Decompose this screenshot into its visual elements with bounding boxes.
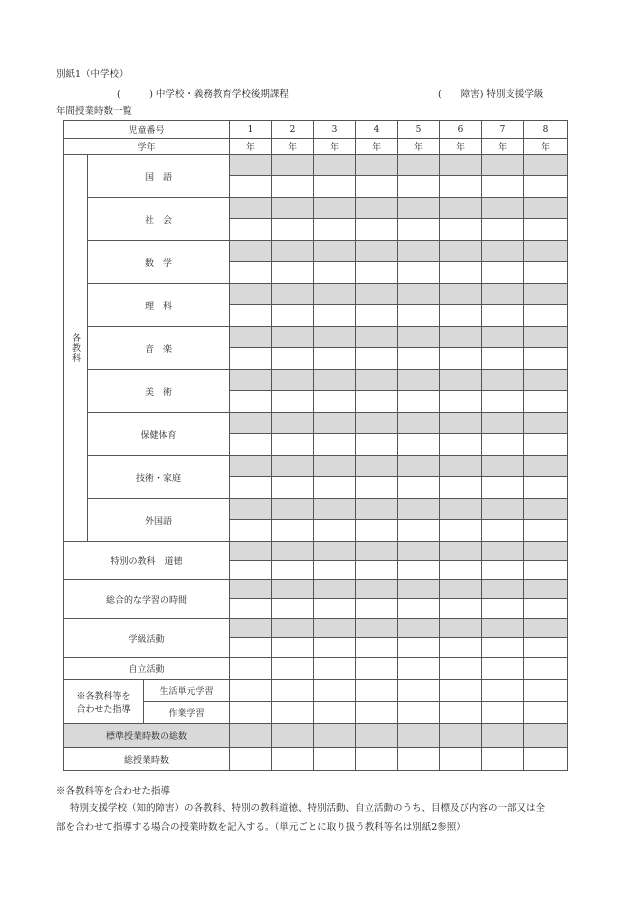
year-unit-cell: 年 [440, 139, 482, 155]
student-number-2: 2 [272, 121, 314, 139]
standard-hours-cell[interactable] [314, 413, 356, 434]
standard-hours-cell[interactable] [230, 327, 272, 348]
subject-label: 数 学 [88, 241, 230, 284]
hours-cell[interactable] [482, 561, 524, 580]
hours-cell[interactable] [314, 561, 356, 580]
standard-hours-cell[interactable] [524, 619, 568, 638]
hours-cell[interactable] [272, 680, 314, 702]
standard-hours-cell[interactable] [398, 619, 440, 638]
integrated-study-label: 総合的な学習の時間 [64, 580, 230, 619]
standard-hours-cell[interactable] [524, 370, 568, 391]
hours-cell[interactable] [440, 262, 482, 284]
hours-cell[interactable] [356, 748, 398, 771]
hours-cell[interactable] [356, 176, 398, 198]
standard-hours-cell[interactable] [272, 413, 314, 434]
combined-instruction-label [64, 680, 144, 724]
hours-cell[interactable] [482, 348, 524, 370]
standard-hours-cell[interactable] [356, 619, 398, 638]
hours-cell[interactable] [398, 638, 440, 658]
subjects-group-label: 各教科 [64, 155, 88, 542]
hours-cell[interactable] [482, 477, 524, 499]
standard-hours-cell[interactable] [230, 499, 272, 520]
standard-hours-cell[interactable] [524, 198, 568, 219]
standard-hours-cell[interactable] [398, 198, 440, 219]
standard-hours-cell[interactable] [524, 327, 568, 348]
hours-cell[interactable] [230, 702, 272, 724]
standard-hours-cell[interactable] [356, 327, 398, 348]
table-row [64, 121, 568, 139]
hours-cell[interactable] [314, 658, 356, 680]
hours-cell[interactable] [482, 680, 524, 702]
hours-cell[interactable] [314, 176, 356, 198]
hours-cell[interactable] [398, 348, 440, 370]
year-unit-cell: 年 [272, 139, 314, 155]
hours-cell[interactable] [440, 305, 482, 327]
hours-cell[interactable] [440, 477, 482, 499]
hours-cell[interactable] [440, 748, 482, 771]
standard-hours-cell[interactable] [440, 284, 482, 305]
hours-cell[interactable] [482, 702, 524, 724]
hours-cell[interactable] [524, 219, 568, 241]
standard-hours-cell[interactable] [314, 198, 356, 219]
standard-hours-cell[interactable] [524, 413, 568, 434]
hours-cell[interactable] [230, 176, 272, 198]
hours-cell[interactable] [230, 348, 272, 370]
hours-cell[interactable] [398, 680, 440, 702]
standard-hours-cell[interactable] [398, 542, 440, 561]
table-row [64, 155, 568, 176]
hours-cell[interactable] [230, 434, 272, 456]
table-row [64, 241, 568, 262]
standard-hours-cell[interactable] [482, 413, 524, 434]
standard-hours-cell[interactable] [356, 456, 398, 477]
standard-hours-cell[interactable] [314, 499, 356, 520]
standard-hours-cell[interactable] [314, 327, 356, 348]
standard-hours-cell[interactable] [440, 155, 482, 176]
work-study-label: 作業学習 [144, 702, 230, 724]
hours-cell[interactable] [440, 599, 482, 619]
standard-hours-cell[interactable] [482, 619, 524, 638]
subject-label: 社 会 [88, 198, 230, 241]
table-row [64, 198, 568, 219]
hours-cell[interactable] [524, 658, 568, 680]
standard-hours-cell[interactable] [272, 542, 314, 561]
hours-cell[interactable] [314, 477, 356, 499]
year-unit-cell: 年 [398, 139, 440, 155]
hours-cell[interactable] [272, 348, 314, 370]
hours-cell[interactable] [440, 638, 482, 658]
hours-cell[interactable] [230, 680, 272, 702]
standard-hours-cell[interactable] [314, 241, 356, 262]
standard-hours-cell[interactable] [524, 542, 568, 561]
hours-cell[interactable] [398, 561, 440, 580]
standard-hours-cell[interactable] [482, 327, 524, 348]
hours-cell[interactable] [482, 599, 524, 619]
hours-cell[interactable] [440, 391, 482, 413]
hours-cell[interactable] [272, 561, 314, 580]
hours-cell[interactable] [398, 434, 440, 456]
standard-hours-cell[interactable] [356, 284, 398, 305]
hours-cell[interactable] [482, 176, 524, 198]
table-row [64, 370, 568, 391]
standard-hours-cell[interactable] [272, 370, 314, 391]
hours-cell[interactable] [314, 680, 356, 702]
hours-cell[interactable] [398, 748, 440, 771]
grade-header: 学年 [64, 139, 230, 155]
standard-hours-cell[interactable] [314, 370, 356, 391]
hours-cell[interactable] [398, 391, 440, 413]
hours-cell[interactable] [230, 262, 272, 284]
standard-hours-cell[interactable] [356, 724, 398, 748]
table-row [64, 456, 568, 477]
standard-hours-cell[interactable] [482, 724, 524, 748]
student-number-header: 児童番号 [64, 121, 230, 139]
standard-hours-cell[interactable] [314, 542, 356, 561]
standard-hours-cell[interactable] [524, 284, 568, 305]
hours-cell[interactable] [230, 219, 272, 241]
hours-cell[interactable] [482, 520, 524, 542]
standard-hours-cell[interactable] [482, 580, 524, 599]
hours-cell[interactable] [314, 702, 356, 724]
subject-label: 技術・家庭 [88, 456, 230, 499]
hours-cell[interactable] [272, 176, 314, 198]
table-row [64, 658, 568, 680]
standard-hours-cell[interactable] [482, 198, 524, 219]
standard-hours-cell[interactable] [440, 198, 482, 219]
standard-hours-cell[interactable] [272, 241, 314, 262]
student-number-7: 7 [482, 121, 524, 139]
hours-cell[interactable] [272, 658, 314, 680]
standard-hours-cell[interactable] [230, 724, 272, 748]
standard-hours-cell[interactable] [230, 413, 272, 434]
hours-cell[interactable] [314, 305, 356, 327]
standard-hours-cell[interactable] [314, 456, 356, 477]
standard-hours-cell[interactable] [398, 456, 440, 477]
hours-cell[interactable] [230, 561, 272, 580]
hours-cell[interactable] [440, 680, 482, 702]
standard-hours-cell[interactable] [482, 499, 524, 520]
subject-label: 国 語 [88, 155, 230, 198]
hours-cell[interactable] [356, 702, 398, 724]
standard-hours-cell[interactable] [272, 198, 314, 219]
standard-hours-cell[interactable] [440, 456, 482, 477]
hours-cell[interactable] [230, 599, 272, 619]
standard-total-label: 標準授業時数の総数 [64, 724, 230, 748]
table-row [64, 542, 568, 561]
total-hours-label: 総授業時数 [64, 748, 230, 771]
student-number-4: 4 [356, 121, 398, 139]
hours-cell[interactable] [272, 477, 314, 499]
hours-cell[interactable] [482, 219, 524, 241]
standard-hours-cell[interactable] [356, 241, 398, 262]
hours-cell[interactable] [482, 638, 524, 658]
standard-hours-cell[interactable] [230, 542, 272, 561]
hours-cell[interactable] [398, 477, 440, 499]
moral-education-label: 特別の教科 道徳 [64, 542, 230, 580]
standard-hours-cell[interactable] [230, 284, 272, 305]
standard-hours-cell[interactable] [440, 370, 482, 391]
hours-cell[interactable] [314, 638, 356, 658]
standard-hours-cell[interactable] [524, 241, 568, 262]
hours-cell[interactable] [398, 305, 440, 327]
standard-hours-cell[interactable] [524, 155, 568, 176]
standard-hours-cell[interactable] [314, 619, 356, 638]
hours-cell[interactable] [398, 176, 440, 198]
student-number-3: 3 [314, 121, 356, 139]
hours-cell[interactable] [230, 305, 272, 327]
table-row [64, 499, 568, 520]
standard-hours-cell[interactable] [356, 542, 398, 561]
hours-cell[interactable] [440, 702, 482, 724]
standard-hours-cell[interactable] [440, 542, 482, 561]
standard-hours-cell[interactable] [272, 580, 314, 599]
hours-cell[interactable] [524, 348, 568, 370]
standard-hours-cell[interactable] [272, 327, 314, 348]
hours-cell[interactable] [272, 702, 314, 724]
annual-hours-table [63, 120, 568, 771]
standard-hours-cell[interactable] [272, 619, 314, 638]
standard-hours-cell[interactable] [314, 155, 356, 176]
student-number-8: 8 [524, 121, 568, 139]
hours-cell[interactable] [356, 680, 398, 702]
standard-hours-cell[interactable] [482, 542, 524, 561]
standard-hours-cell[interactable] [314, 580, 356, 599]
hours-cell[interactable] [440, 176, 482, 198]
hours-cell[interactable] [482, 658, 524, 680]
hours-cell[interactable] [398, 262, 440, 284]
standard-hours-cell[interactable] [398, 370, 440, 391]
subject-label: 外国語 [88, 499, 230, 542]
hours-cell[interactable] [314, 348, 356, 370]
standard-hours-cell[interactable] [230, 241, 272, 262]
hours-cell[interactable] [398, 702, 440, 724]
standard-hours-cell[interactable] [398, 327, 440, 348]
standard-hours-cell[interactable] [272, 499, 314, 520]
standard-hours-cell[interactable] [482, 370, 524, 391]
standard-hours-cell[interactable] [482, 155, 524, 176]
standard-hours-cell[interactable] [272, 456, 314, 477]
hours-cell[interactable] [356, 348, 398, 370]
year-unit-cell: 年 [482, 139, 524, 155]
footnote-title: ※各教科等を合わせた指導 [56, 786, 171, 797]
hours-cell[interactable] [356, 658, 398, 680]
standard-hours-cell[interactable] [230, 370, 272, 391]
footnote-line-1: 特別支援学校（知的障害）の各教科、特別の教科道徳、特別活動、自立活動のうち、目標及び内容の一部又は全 [70, 803, 546, 814]
life-unit-label: 生活単元学習 [144, 680, 230, 702]
hours-cell[interactable] [314, 748, 356, 771]
standard-hours-cell[interactable] [440, 413, 482, 434]
subject-label: 美 術 [88, 370, 230, 413]
independence-activity-label: 自立活動 [64, 658, 230, 680]
hours-cell[interactable] [524, 520, 568, 542]
standard-hours-cell[interactable] [230, 619, 272, 638]
standard-hours-cell[interactable] [356, 198, 398, 219]
class-activity-label: 学級活動 [64, 619, 230, 658]
hours-cell[interactable] [314, 219, 356, 241]
standard-hours-cell[interactable] [272, 724, 314, 748]
hours-cell[interactable] [230, 520, 272, 542]
hours-cell[interactable] [272, 638, 314, 658]
standard-hours-cell[interactable] [482, 456, 524, 477]
hours-cell[interactable] [356, 262, 398, 284]
hours-cell[interactable] [356, 561, 398, 580]
hours-cell[interactable] [314, 599, 356, 619]
hours-cell[interactable] [314, 520, 356, 542]
hours-cell[interactable] [398, 599, 440, 619]
standard-hours-cell[interactable] [440, 241, 482, 262]
subject-label: 保健体育 [88, 413, 230, 456]
hours-cell[interactable] [524, 638, 568, 658]
hours-cell[interactable] [230, 391, 272, 413]
hours-cell[interactable] [356, 477, 398, 499]
standard-hours-cell[interactable] [398, 499, 440, 520]
year-unit-cell: 年 [314, 139, 356, 155]
hours-cell[interactable] [272, 748, 314, 771]
school-line: ( ) 中学校・義務教育学校後期課程 [117, 89, 289, 100]
hours-cell[interactable] [440, 561, 482, 580]
hours-cell[interactable] [272, 305, 314, 327]
hours-cell[interactable] [524, 561, 568, 580]
standard-hours-cell[interactable] [314, 284, 356, 305]
hours-cell[interactable] [272, 391, 314, 413]
hours-cell[interactable] [314, 391, 356, 413]
standard-hours-cell[interactable] [524, 456, 568, 477]
hours-cell[interactable] [524, 680, 568, 702]
table-row [64, 580, 568, 599]
standard-hours-cell[interactable] [356, 499, 398, 520]
hours-cell[interactable] [440, 520, 482, 542]
standard-hours-cell[interactable] [398, 580, 440, 599]
standard-hours-cell[interactable] [440, 580, 482, 599]
hours-cell[interactable] [356, 520, 398, 542]
hours-cell[interactable] [524, 702, 568, 724]
student-number-6: 6 [440, 121, 482, 139]
hours-cell[interactable] [524, 748, 568, 771]
standard-hours-cell[interactable] [356, 413, 398, 434]
page-title: 年間授業時数一覧 [56, 106, 133, 117]
hours-cell[interactable] [272, 434, 314, 456]
standard-hours-cell[interactable] [398, 155, 440, 176]
standard-hours-cell[interactable] [230, 456, 272, 477]
hours-cell[interactable] [230, 638, 272, 658]
hours-cell[interactable] [482, 434, 524, 456]
standard-hours-cell[interactable] [230, 155, 272, 176]
table-row [64, 619, 568, 638]
student-number-1: 1 [230, 121, 272, 139]
table-row [64, 139, 568, 155]
footnote-line-2: 部を合わせて指導する場合の授業時数を記入する。（単元ごとに取り扱う教科等名は別紙2参照） [56, 822, 466, 833]
hours-cell[interactable] [398, 520, 440, 542]
hours-cell[interactable] [482, 305, 524, 327]
hours-cell[interactable] [356, 305, 398, 327]
hours-cell[interactable] [272, 262, 314, 284]
hours-cell[interactable] [524, 599, 568, 619]
hours-cell[interactable] [272, 219, 314, 241]
standard-hours-cell[interactable] [524, 580, 568, 599]
hours-cell[interactable] [440, 348, 482, 370]
hours-cell[interactable] [230, 477, 272, 499]
standard-hours-cell[interactable] [356, 580, 398, 599]
standard-hours-cell[interactable] [482, 241, 524, 262]
hours-cell[interactable] [398, 658, 440, 680]
standard-hours-cell[interactable] [398, 241, 440, 262]
subject-label: 理 科 [88, 284, 230, 327]
hours-cell[interactable] [524, 262, 568, 284]
standard-hours-cell[interactable] [272, 284, 314, 305]
hours-cell[interactable] [314, 434, 356, 456]
standard-hours-cell[interactable] [230, 198, 272, 219]
hours-cell[interactable] [524, 391, 568, 413]
standard-hours-cell[interactable] [272, 155, 314, 176]
table-row [64, 284, 568, 305]
hours-cell[interactable] [356, 391, 398, 413]
hours-cell[interactable] [440, 658, 482, 680]
standard-hours-cell[interactable] [398, 413, 440, 434]
hours-cell[interactable] [524, 434, 568, 456]
hours-cell[interactable] [356, 219, 398, 241]
hours-cell[interactable] [230, 748, 272, 771]
hours-cell[interactable] [524, 477, 568, 499]
table-row [64, 327, 568, 348]
year-unit-cell: 年 [230, 139, 272, 155]
table-row [64, 680, 568, 702]
hours-cell[interactable] [482, 748, 524, 771]
hours-cell[interactable] [524, 305, 568, 327]
standard-hours-cell[interactable] [482, 284, 524, 305]
standard-hours-cell[interactable] [356, 155, 398, 176]
class-line: ( 障害) 特別支援学級 [438, 89, 544, 100]
standard-hours-cell[interactable] [398, 724, 440, 748]
hours-cell[interactable] [230, 658, 272, 680]
hours-cell[interactable] [482, 262, 524, 284]
standard-hours-cell[interactable] [314, 724, 356, 748]
table-row [64, 748, 568, 771]
standard-hours-cell[interactable] [440, 619, 482, 638]
hours-cell[interactable] [482, 391, 524, 413]
combined-label-line-2: 合わせた指導 [76, 704, 131, 715]
standard-hours-cell[interactable] [230, 580, 272, 599]
standard-hours-cell[interactable] [440, 724, 482, 748]
hours-cell[interactable] [272, 599, 314, 619]
student-number-5: 5 [398, 121, 440, 139]
hours-cell[interactable] [440, 219, 482, 241]
hours-cell[interactable] [398, 219, 440, 241]
hours-cell[interactable] [440, 434, 482, 456]
combined-label-line-1: ※各教科等を [76, 691, 131, 702]
table-row [64, 724, 568, 748]
hours-cell[interactable] [524, 176, 568, 198]
hours-cell[interactable] [356, 434, 398, 456]
standard-hours-cell[interactable] [356, 370, 398, 391]
standard-hours-cell[interactable] [524, 499, 568, 520]
hours-cell[interactable] [314, 262, 356, 284]
hours-cell[interactable] [272, 520, 314, 542]
standard-hours-cell[interactable] [440, 327, 482, 348]
year-unit-cell: 年 [356, 139, 398, 155]
standard-hours-cell[interactable] [440, 499, 482, 520]
standard-hours-cell[interactable] [524, 724, 568, 748]
year-unit-cell: 年 [524, 139, 568, 155]
hours-cell[interactable] [356, 599, 398, 619]
hours-cell[interactable] [356, 638, 398, 658]
standard-hours-cell[interactable] [398, 284, 440, 305]
subject-label: 音 楽 [88, 327, 230, 370]
table-row [64, 413, 568, 434]
attachment-label: 別紙1（中学校） [56, 69, 129, 80]
